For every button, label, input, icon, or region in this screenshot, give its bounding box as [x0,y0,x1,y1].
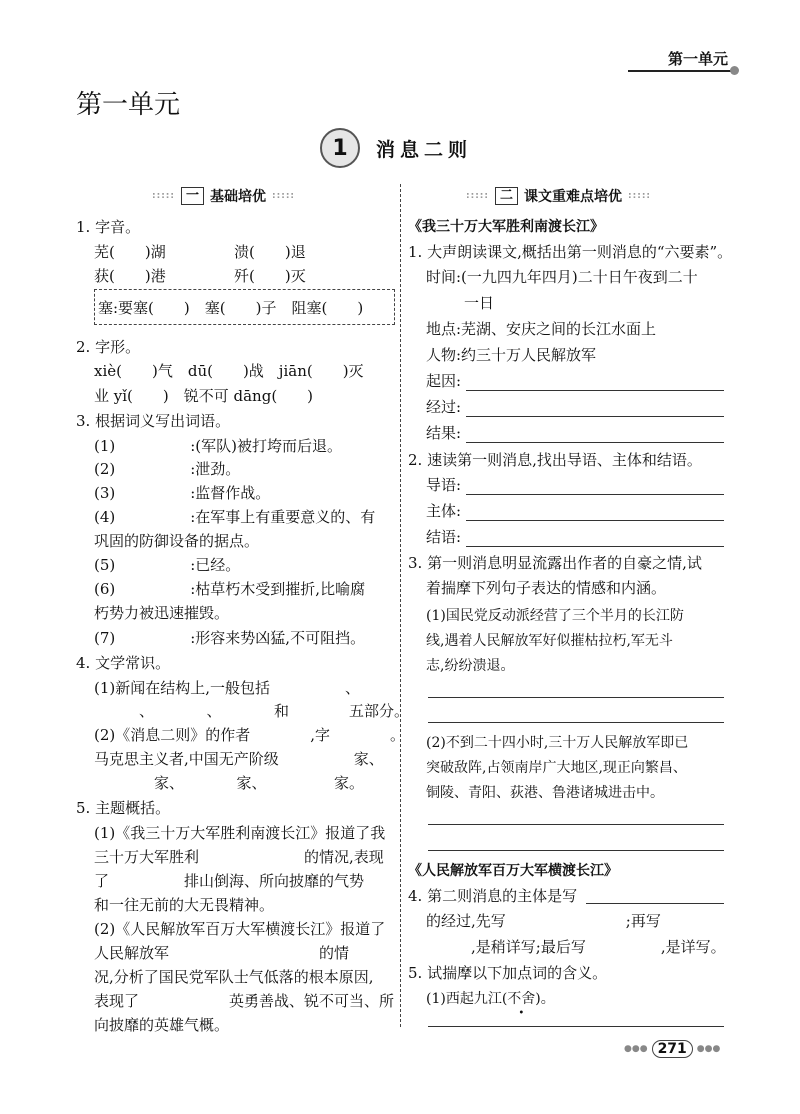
vocab-item: (2) :泄劲。 [94,460,241,478]
answer-line[interactable] [428,850,724,851]
question-5: 5. 主题概括。 [76,799,171,817]
vocab-item: 朽势力被迅速摧毁。 [94,604,230,622]
question-4-cont: 的经过,先写 ;再写 [426,912,661,930]
page-number: 271 [652,1040,693,1058]
vocab-item: (5) :已经。 [94,556,241,574]
element-time-cont: 一日 [464,294,495,312]
vocab-item: (3) :监督作战。 [94,484,271,502]
quote-1: 志,纷纷溃退。 [426,658,515,674]
quote-2: 突破敌阵,占领南岸广大地区,现正向繁昌、 [426,760,687,776]
answer-line[interactable] [466,494,724,495]
element-people: 人物:约三十万人民解放军 [426,346,597,364]
element-result: 结果: [426,424,462,442]
answer-line[interactable] [428,824,724,825]
unit-tab: 第一单元 [667,50,728,68]
answer-line[interactable] [428,697,724,698]
lesson-title: 消息二则 [376,138,473,161]
article-title: 《我三十万大军胜利南渡长江》 [408,219,604,235]
quote-2: (2)不到二十四小时,三十万人民解放军即已 [426,735,689,751]
right-section-title: ::::: 二 课文重难点培优 ::::: [466,188,652,205]
theme-item: 表现了 英勇善战、锐不可当、所 [94,992,395,1010]
emphasis-word: 不舍 [507,991,536,1007]
question-2: 2. 速读第一则消息,找出导语、主体和结语。 [408,451,702,469]
unit-title: 第一单元 [76,90,181,120]
element-cause: 起因: [426,372,462,390]
pinyin-item: 溃( )退 [234,243,306,261]
quote-1: (1)国民党反动派经营了三个半月的长江防 [426,608,684,624]
section-title: 基础培优 [210,189,267,205]
left-section-title: ::::: 一 基础培优 ::::: [152,188,296,205]
quote-3 [426,988,555,1008]
literature-item: 家、 家、 家。 [94,774,365,792]
pinyin-item: 歼( )灭 [234,267,306,285]
lesson-heading [320,128,472,168]
answer-line[interactable] [466,442,724,443]
vocab-item: (6) :枯草朽木受到摧折,比喻腐 [94,580,366,598]
pinyin-item: 芜( )湖 [94,243,166,261]
theme-item: 三十万大军胜利 的情况,表现 [94,848,384,866]
theme-item: 人民解放军 的情 [94,944,350,962]
body-label: 主体: [426,502,462,520]
question-4: 4. 第二则消息的主体是写 [408,887,578,905]
element-process: 经过: [426,398,462,416]
theme-item: (2)《人民解放军百万大军横渡长江》报道了 [94,920,386,938]
column-divider [400,184,401,1027]
article-title: 《人民解放军百万大军横渡长江》 [408,863,618,879]
literature-item: 马克思主义者,中国无产阶级 家、 [94,750,384,768]
answer-line[interactable] [466,416,724,417]
header-rule [628,70,732,72]
quote-1: 线,遇着人民解放军好似摧枯拉朽,军无斗 [426,633,673,649]
lesson-number: 1 [320,128,360,168]
pinyin-item: 获( )港 [94,267,166,285]
theme-item: (1)《我三十万大军胜利南渡长江》报道了我 [94,824,386,842]
quote-3-tail: )。 [535,991,555,1007]
answer-line[interactable] [428,1026,724,1027]
quote-2: 铜陵、青阳、荻港、鲁港诸城进击中。 [426,785,664,801]
theme-item: 了 排山倒海、所向披靡的气势 [94,872,365,890]
question-3-cont: 着揣摩下列句子表达的情感和内涵。 [426,579,667,597]
word-item: 业 yǐ( ) 锐不可 dāng( ) [94,387,314,405]
question-4-cont: ,是稍详写;最后写 ,是详写。 [426,938,726,956]
question-3: 3. 第一则消息明显流露出作者的自豪之情,试 [408,554,702,572]
question-1: 1. 大声朗读课文,概括出第一则消息的“六要素”。 [408,243,733,261]
literature-item: 、 、 和 五部分。 [94,702,410,720]
theme-item: 和一往无前的大无畏精神。 [94,896,275,914]
vocab-item: (1) :(军队)被打垮而后退。 [94,437,343,455]
answer-line[interactable] [466,546,724,547]
section-number: 二 [495,187,518,205]
question-1: 1. 字音。 [76,218,141,236]
answer-line[interactable] [586,903,724,904]
vocab-item: 巩固的防御设备的据点。 [94,532,260,550]
lead-label: 导语: [426,476,462,494]
element-time: 时间:(一九四九年四月)二十日午夜到二十 [426,268,698,286]
question-3: 3. 根据词义写出词语。 [76,412,231,430]
theme-item: 向披靡的英雄气概。 [94,1016,230,1034]
conclusion-label: 结语: [426,528,462,546]
word-item: xiè( )气 dū( )战 jiān( )灭 [94,362,364,380]
question-5: 5. 试揣摩以下加点词的含义。 [408,964,608,982]
vocab-item: (7) :形容来势凶猛,不可阻挡。 [94,629,366,647]
polyphone-item: 塞:要塞( ) 塞( )子 阻塞( ) [98,299,364,317]
section-number: 一 [181,187,204,205]
quote-3-lead: (1)西起九江( [426,991,508,1007]
theme-item: 况,分析了国民党军队士气低落的根本原因, [94,968,374,986]
literature-item: (1)新闻在结构上,一般包括 、 [94,679,361,697]
vocab-item: (4) :在军事上有重要意义的、有 [94,508,376,526]
literature-item: (2)《消息二则》的作者 ,字 。 [94,726,406,744]
header-dot [730,66,739,75]
question-4: 4. 文学常识。 [76,654,171,672]
section-title: 课文重难点培优 [524,189,623,205]
question-2: 2. 字形。 [76,338,141,356]
element-place: 地点:芜湖、安庆之间的长江水面上 [426,320,657,338]
page-footer: ●●● 271 ●●● [624,1041,721,1057]
answer-line[interactable] [428,722,724,723]
answer-line[interactable] [466,520,724,521]
answer-line[interactable] [466,390,724,391]
